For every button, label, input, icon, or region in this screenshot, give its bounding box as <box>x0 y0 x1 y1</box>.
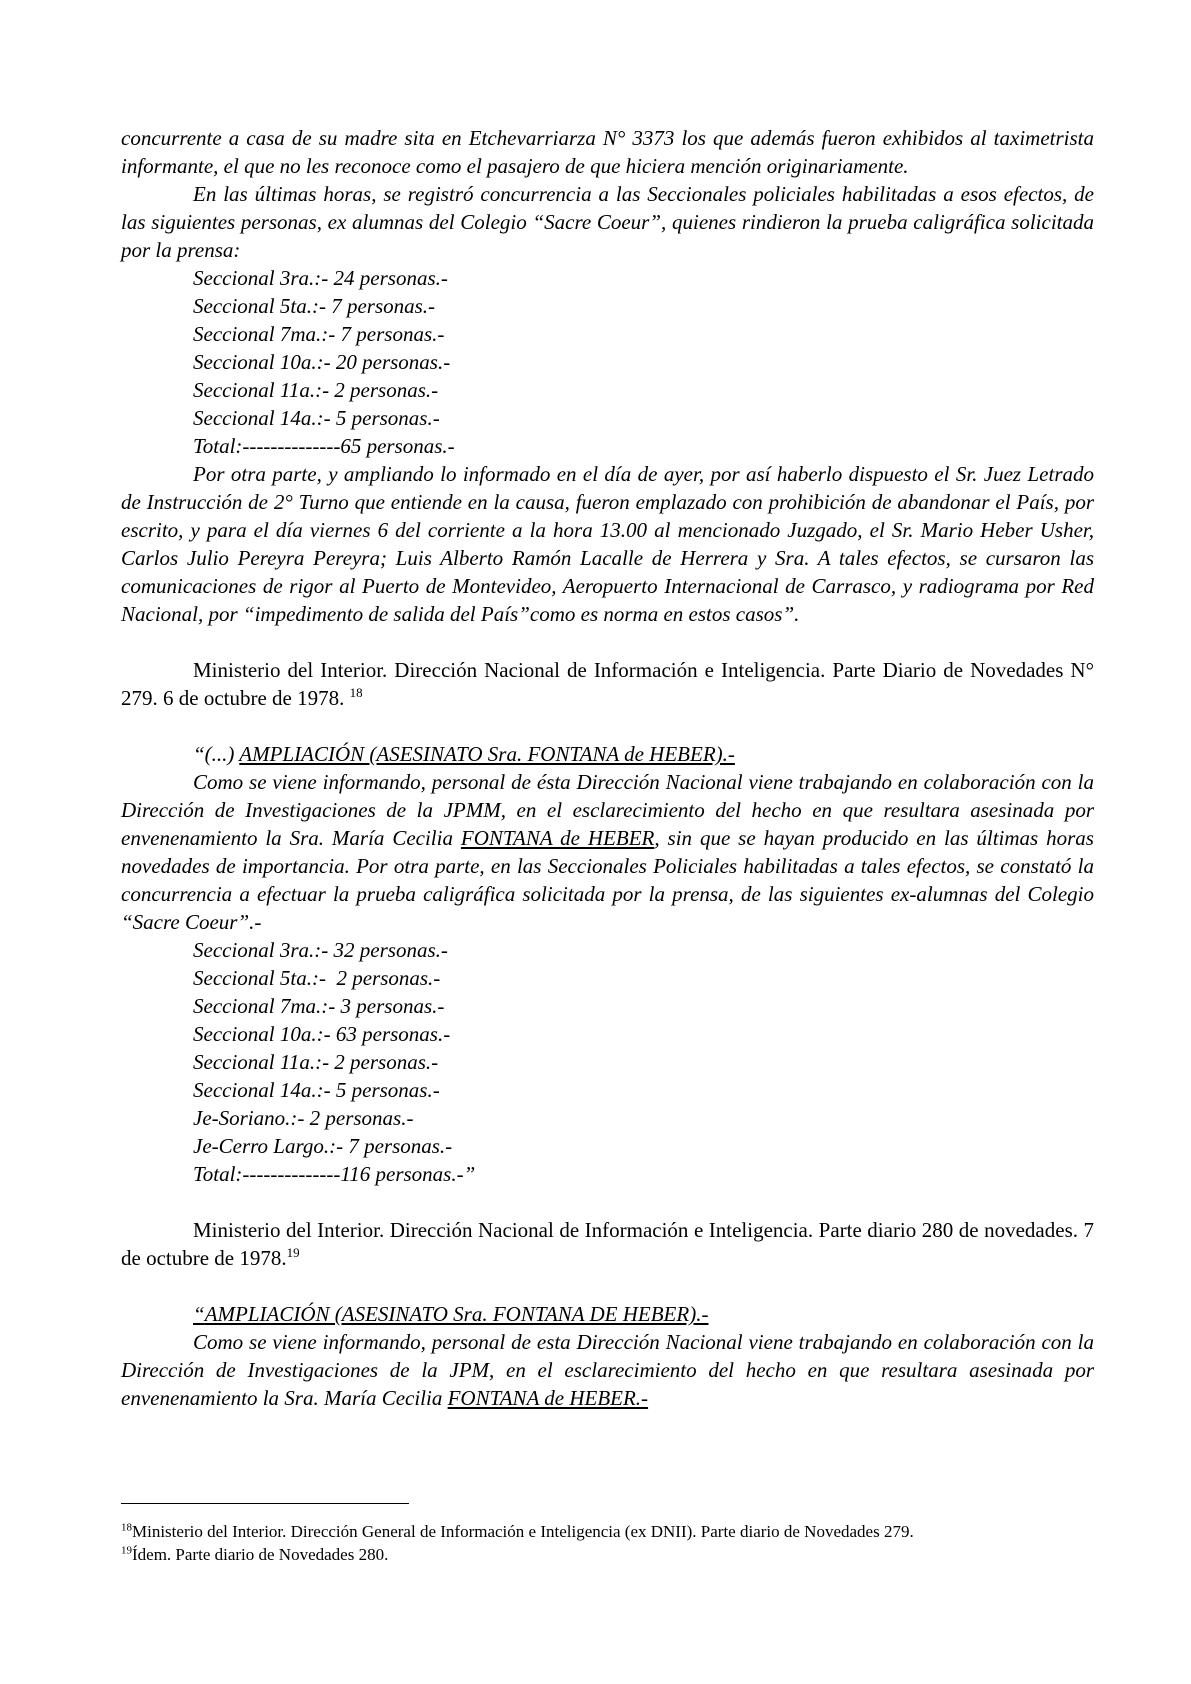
list-item: Seccional 3ra.:- 32 personas.- <box>193 938 448 962</box>
list-item: Je-Soriano.:- 2 personas.- <box>193 1106 414 1130</box>
list-item: Seccional 5ta.:- 7 personas.- <box>193 294 436 318</box>
footnote-text: Ministerio del Interior. Dirección General de Información e Inteligencia (ex DNII). Parte diario de Novedades 279. <box>132 1522 914 1541</box>
quote-prefix: “ <box>193 1302 205 1326</box>
footnote-ref-19[interactable]: 19 <box>286 1245 300 1260</box>
list-item: Seccional 11a.:- 2 personas.- <box>193 378 439 402</box>
list-item: Seccional 3ra.:- 24 personas.- <box>193 266 448 290</box>
footnotes <box>121 1520 1101 1566</box>
text-run: , sin que se hayan producido en las últimas horas novedades de importancia. Por otra parte, en las Seccionales Policiales habilitadas a tales efectos, se constató la concurrencia a efectuar la prueba caligráfica solicitada por la prensa, de las siguientes ex-alumnas del Colegio “Sacre Coeur”.- <box>121 826 1094 934</box>
footnote-number: 19 <box>121 1544 132 1557</box>
text-run: Como se viene informando, personal de ésta Dirección Nacional viene trabajando en colaboración con la Dirección de Investigaciones de la JPMM, en el esclarecimiento del hecho en que resultara asesinada por envenenamiento la Sra. María Cecilia <box>121 770 1094 850</box>
paragraph-continuation: concurrente a casa de su madre sita en Etchevarriarza N° 3373 los que además fueron exhibidos al taximetrista informante, el que no les reconoce como el pasajero de que hiciera mención originariamente. <box>121 126 1094 178</box>
list-total: Total:--------------116 personas.-” <box>193 1162 476 1186</box>
source-citation-280 <box>121 1216 1094 1272</box>
footnote-number: 18 <box>121 1521 132 1534</box>
paragraph-investigacion-1 <box>121 768 1094 936</box>
list-item: Seccional 14a.:- 5 personas.- <box>193 1078 440 1102</box>
list-item: Seccional 14a.:- 5 personas.- <box>193 406 440 430</box>
heading-title: AMPLIACIÓN (ASESINATO Sra. FONTANA DE HEBER).- <box>204 1302 709 1326</box>
paragraph-seccionales-intro: En las últimas horas, se registró concurrencia a las Seccionales policiales habilitadas a esos efectos, de las siguientes personas, ex alumnas del Colegio “Sacre Coeur”, quienes rindieron la prueba caligráfica solicitada por la prensa: <box>121 182 1094 262</box>
section-heading-ampliacion-2 <box>121 1300 1094 1328</box>
list-item: Je-Cerro Largo.:- 7 personas.- <box>193 1134 453 1158</box>
list-item: Seccional 10a.:- 63 personas.- <box>193 1022 451 1046</box>
heading-title: AMPLIACIÓN (ASESINATO Sra. FONTANA de HEBER).- <box>239 742 735 766</box>
document-body <box>121 124 1094 1412</box>
seccionales-list-2 <box>121 936 1094 1188</box>
list-total: Total:--------------65 personas.- <box>193 434 455 458</box>
paragraph-emplazamiento: Por otra parte, y ampliando lo informado en el día de ayer, por así haberlo dispuesto el Sr. Juez Letrado de Instrucción de 2° Turno que entiende en la causa, fueron emplazado con prohibición de abandonar el País, por escrito, y para el día viernes 6 del corriente a la hora 13.00 al mencionado Juzgado, el Sr. Mario Heber Usher, Carlos Julio Pereyra Pereyra; Luis Alberto Ramón Lacalle de Herrera y Sra. A tales efectos, se cursaron las comunicaciones de rigor al Puerto de Montevideo, Aeropuerto Internacional de Carrasco, y radiograma por Red Nacional, por “impedimento de salida del País”como es norma en estos casos”. <box>121 462 1094 626</box>
source-citation-279 <box>121 656 1094 712</box>
footnote-separator <box>121 1503 409 1504</box>
source-text: Ministerio del Interior. Dirección Nacional de Información e Inteligencia. Parte diario 280 de novedades. 7 de octubre de 1978. <box>121 1218 1094 1270</box>
paragraph-investigacion-2 <box>121 1328 1094 1412</box>
list-item: Seccional 7ma.:- 3 personas.- <box>193 994 445 1018</box>
underlined-name: FONTANA de HEBER <box>460 826 655 850</box>
underlined-name: FONTANA de HEBER.- <box>447 1386 649 1410</box>
footnote-18 <box>121 1520 1101 1543</box>
text-run: Como se viene informando, personal de esta Dirección Nacional viene trabajando en colaboración con la Dirección de Investigaciones de la JPM, en el esclarecimiento del hecho en que resultara asesinada por envenenamiento la Sra. María Cecilia <box>121 1330 1094 1410</box>
seccionales-list-1 <box>121 264 1094 460</box>
section-heading-ampliacion-1 <box>121 740 1094 768</box>
list-item: Seccional 11a.:- 2 personas.- <box>193 1050 439 1074</box>
list-item: Seccional 10a.:- 20 personas.- <box>193 350 451 374</box>
list-item: Seccional 5ta.:- 2 personas.- <box>193 966 441 990</box>
source-text: Ministerio del Interior. Dirección Nacional de Información e Inteligencia. Parte Diario de Novedades N° 279. 6 de octubre de 1978. <box>121 658 1094 710</box>
footnote-text: Ídem. Parte diario de Novedades 280. <box>132 1545 389 1564</box>
quote-prefix: “(...) <box>193 742 240 766</box>
footnote-19 <box>121 1543 1101 1566</box>
list-item: Seccional 7ma.:- 7 personas.- <box>193 322 445 346</box>
footnote-ref-18[interactable]: 18 <box>349 685 363 700</box>
